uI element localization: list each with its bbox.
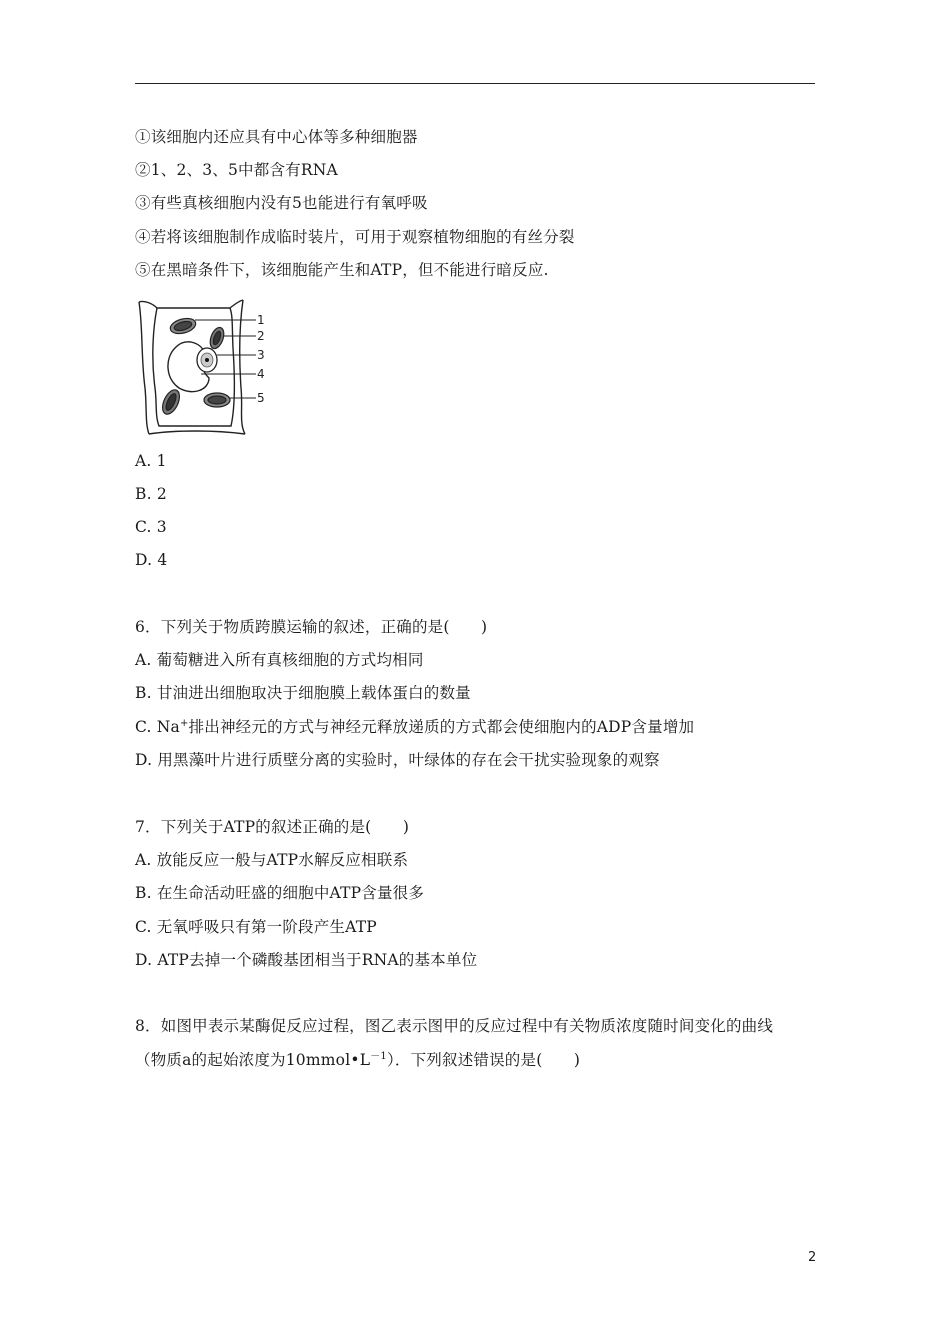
option-c: C. 3: [135, 518, 167, 536]
q6-option-b: B. 甘油进出细胞取决于细胞膜上载体蛋白的数量: [135, 684, 471, 702]
q7-option-a: A. 放能反应一般与ATP水解反应相联系: [135, 851, 409, 869]
q8-stem-line2: （物质a的起始浓度为$10mmol•L^{-1}$）．下列叙述错误的是( ): [135, 1050, 581, 1069]
statement-5: ⑤在黑暗条件下，该细胞能产生和ATP，但不能进行暗反应.: [135, 261, 549, 279]
figure-label-4: 4: [257, 367, 265, 381]
q6-stem: 6．下列关于物质跨膜运输的叙述，正确的是( ): [135, 618, 488, 636]
q7-option-d: D. ATP去掉一个磷酸基团相当于RNA的基本单位: [135, 951, 478, 969]
statement-3: ③有些真核细胞内没有5也能进行有氧呼吸: [135, 194, 428, 212]
figure-label-5: 5: [257, 391, 265, 405]
page-number: 2: [808, 1250, 817, 1265]
figure-label-3: 3: [257, 348, 265, 362]
q6-option-d: D. 用黑藻叶片进行质壁分离的实验时，叶绿体的存在会干扰实验现象的观察: [135, 751, 660, 769]
option-d: D. 4: [135, 551, 168, 569]
header-rule: [135, 83, 815, 84]
q7-stem: 7．下列关于ATP的叙述正确的是( ): [135, 818, 410, 836]
figure-label-2: 2: [257, 329, 265, 343]
q6-option-a: A. 葡萄糖进入所有真核细胞的方式均相同: [135, 651, 424, 669]
q7-option-b: B. 在生命活动旺盛的细胞中ATP含量很多: [135, 884, 425, 902]
plant-cell-figure: [135, 298, 270, 436]
q6-option-c: C. Na+排出神经元的方式与神经元释放递质的方式都会使细胞内的ADP含量增加: [135, 717, 695, 736]
figure-label-1: 1: [257, 313, 265, 327]
statement-1: ①该细胞内还应具有中心体等多种细胞器: [135, 128, 418, 146]
q7-option-c: C. 无氧呼吸只有第一阶段产生ATP: [135, 918, 377, 936]
statement-2: ②1、2、3、5中都含有RNA: [135, 161, 338, 179]
option-a: A. 1: [135, 452, 167, 470]
statement-4: ④若将该细胞制作成临时装片，可用于观察植物细胞的有丝分裂: [135, 228, 575, 246]
q8-stem-line1: 8．如图甲表示某酶促反应过程，图乙表示图甲的反应过程中有关物质浓度随时间变化的曲线: [135, 1017, 774, 1035]
option-b: B. 2: [135, 485, 167, 503]
